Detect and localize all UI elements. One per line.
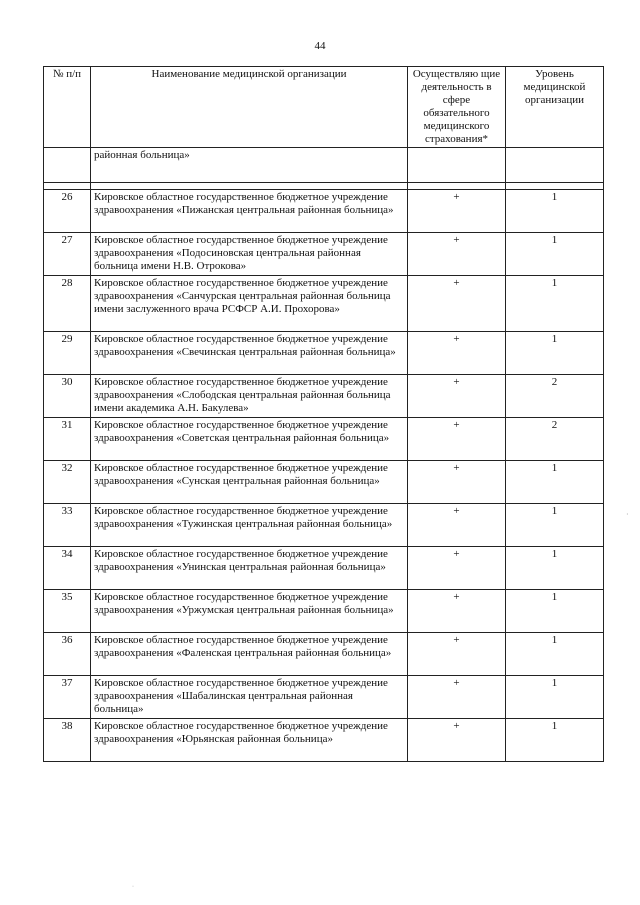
cell-level (506, 148, 604, 183)
medical-organizations-table (43, 66, 604, 762)
cell-name: Кировское областное государственное бюджетное учреждение здравоохранения «Советская центральная районная больница» (91, 418, 408, 461)
cell-oms: + (408, 676, 506, 719)
cell-level: 1 (506, 590, 604, 633)
cell-oms: + (408, 504, 506, 547)
cell-num (44, 148, 91, 183)
spacer-cell (91, 183, 408, 190)
cell-level: 1 (506, 332, 604, 375)
cell-name: Кировское областное государственное бюджетное учреждение здравоохранения «Унинская центральная районная больница» (91, 547, 408, 590)
cell-level: 1 (506, 276, 604, 332)
cell-oms: + (408, 276, 506, 332)
cell-name: Кировское областное государственное бюджетное учреждение здравоохранения «Юрьянская районная больница» (91, 719, 408, 762)
cell-level: 2 (506, 375, 604, 418)
cell-num: 38 (44, 719, 91, 762)
table-row (44, 276, 604, 332)
cell-level: 1 (506, 233, 604, 276)
table-row (44, 633, 604, 676)
cell-level: 1 (506, 461, 604, 504)
spacer-row (44, 183, 604, 190)
cell-num: 30 (44, 375, 91, 418)
cell-num: 32 (44, 461, 91, 504)
cell-oms: + (408, 719, 506, 762)
page-number: 44 (314, 40, 326, 52)
cell-level: 1 (506, 676, 604, 719)
cell-num: 31 (44, 418, 91, 461)
table-row (44, 233, 604, 276)
cell-name: Кировское областное государственное бюджетное учреждение здравоохранения «Пижанская центральная районная больница» (91, 190, 408, 233)
cell-oms: + (408, 633, 506, 676)
cell-num: 29 (44, 332, 91, 375)
cell-name: Кировское областное государственное бюджетное учреждение здравоохранения «Санчурская центральная районная больница имени заслуженного врача РСФСР А.И. Прохорова» (91, 276, 408, 332)
table-row (44, 190, 604, 233)
cell-oms: + (408, 418, 506, 461)
cell-name: Кировское областное государственное бюджетное учреждение здравоохранения «Тужинская центральная районная больница» (91, 504, 408, 547)
cell-level: 1 (506, 504, 604, 547)
cell-oms: + (408, 233, 506, 276)
header-name: Наименование медицинской организации (91, 67, 408, 148)
table-row (44, 719, 604, 762)
continuation-row (44, 148, 604, 183)
cell-oms (408, 148, 506, 183)
cell-oms: + (408, 332, 506, 375)
cell-level: 1 (506, 190, 604, 233)
cell-name: Кировское областное государственное бюджетное учреждение здравоохранения «Сунская центральная районная больница» (91, 461, 408, 504)
cell-oms: + (408, 590, 506, 633)
table-row (44, 332, 604, 375)
cell-num: 34 (44, 547, 91, 590)
cell-num: 26 (44, 190, 91, 233)
table-row (44, 375, 604, 418)
cell-num: 33 (44, 504, 91, 547)
cell-name: Кировское областное государственное бюджетное учреждение здравоохранения «Свечинская центральная районная больница» (91, 332, 408, 375)
table-header-row (44, 67, 604, 148)
cell-level: 1 (506, 547, 604, 590)
table-row (44, 676, 604, 719)
table-row (44, 547, 604, 590)
cell-name: Кировское областное государственное бюджетное учреждение здравоохранения «Подосиновская центральная районная больница имени Н.В. Отрокова» (91, 233, 408, 276)
table-row (44, 590, 604, 633)
cell-oms: + (408, 547, 506, 590)
scan-speck: · (132, 884, 134, 890)
scan-speck: · (626, 510, 629, 519)
cell-name: Кировское областное государственное бюджетное учреждение здравоохранения «Шабалинская центральная районная больница» (91, 676, 408, 719)
cell-num: 35 (44, 590, 91, 633)
header-num: № п/п (44, 67, 91, 148)
cell-level: 1 (506, 719, 604, 762)
cell-name: Кировское областное государственное бюджетное учреждение здравоохранения «Фаленская центральная районная больница» (91, 633, 408, 676)
cell-oms: + (408, 190, 506, 233)
header-level: Уровень медицинской организации (506, 67, 604, 148)
cell-level: 2 (506, 418, 604, 461)
table-row (44, 461, 604, 504)
cell-oms: + (408, 461, 506, 504)
cell-num: 27 (44, 233, 91, 276)
header-oms: Осуществляю щие деятельность в сфере обязательного медицинского страхования* (408, 67, 506, 148)
spacer-cell (44, 183, 91, 190)
cell-name: Кировское областное государственное бюджетное учреждение здравоохранения «Слободская центральная районная больница имени академика А.Н. Бакулева» (91, 375, 408, 418)
table-row (44, 504, 604, 547)
spacer-cell (408, 183, 506, 190)
cell-num: 36 (44, 633, 91, 676)
cell-num: 37 (44, 676, 91, 719)
table-row (44, 418, 604, 461)
cell-level: 1 (506, 633, 604, 676)
cell-name: Кировское областное государственное бюджетное учреждение здравоохранения «Уржумская центральная районная больница» (91, 590, 408, 633)
cell-oms: + (408, 375, 506, 418)
spacer-cell (506, 183, 604, 190)
cell-num: 28 (44, 276, 91, 332)
cell-name: районная больница» (91, 148, 408, 183)
